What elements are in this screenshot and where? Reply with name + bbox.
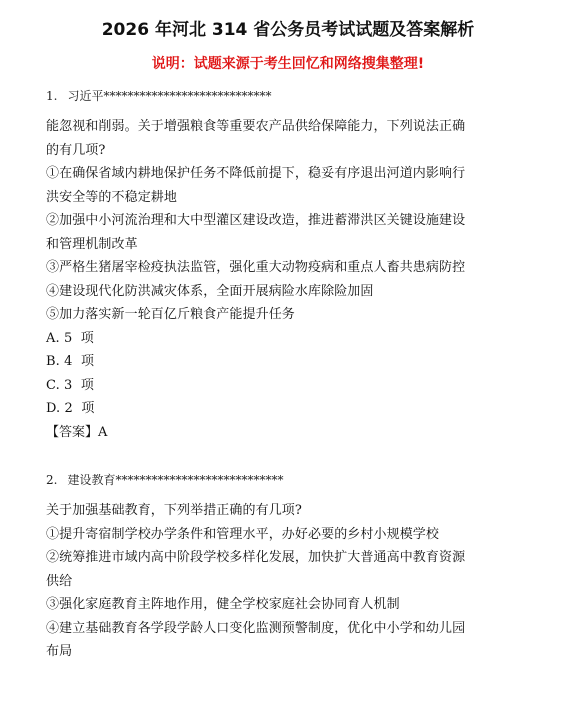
option-c: C. 3 项 [46,377,94,393]
statement-line: 布局 [46,644,73,659]
document-title: 2026 年河北 314 省公务员考试试题及答案解析 [101,20,475,40]
statement-line: ②加强中小河流治理和大中型灌区建设改造，推进蓄滞洪区关键设施建设 [46,213,466,228]
statement-line: ①提升寄宿制学校办学条件和管理水平，办好必要的乡村小规模学校 [46,526,440,542]
statement-line: ①在确保省域内耕地保护任务不降低前提下，稳妥有序退出河道内影响行 [46,166,466,181]
question-2 [46,470,530,664]
statement-line: 和管理机制改革 [46,236,138,252]
statement-line: ②统筹推进市域内高中阶段学校多样化发展，加快扩大普通高中教育资源 [46,550,466,565]
statement-line: ③强化家庭教育主阵地作用，健全学校家庭社会协同育人机制 [46,597,400,612]
option-d: D. 2 项 [46,401,95,416]
statement-line: ④建立基础教育各学段学龄人口变化监测预警制度，优化中小学和幼儿园 [46,620,466,636]
option-a: A. 5 项 [46,330,94,346]
question-stem-line: 关于加强基础教育，下列举措正确的有几项? [46,503,302,518]
option-b: B. 4 项 [46,354,95,369]
question-stem-line: 能忽视和削弱。关于增强粮食等重要农产品供给保障能力，下列说法正确 [46,119,466,134]
statement-line: ⑤加力落实新一轮百亿斤粮食产能提升任务 [46,307,295,322]
statement-line: ④建设现代化防洪减灾体系，全面开展病险水库除险加固 [46,283,374,299]
question-topic: 习近平**************************** [67,89,272,103]
statement-line: 洪安全等的不稳定耕地 [46,189,178,205]
question-header [46,470,530,490]
statement-line: ③严格生猪屠宰检疫执法监管，强化重大动物疫病和重点人畜共患病防控 [46,260,466,275]
question-number: 1. [46,89,58,103]
question-number: 2. [46,473,58,487]
statement-line: 供给 [46,573,73,589]
question-header [46,86,530,106]
question-1 [46,86,530,444]
question-topic: 建设教育**************************** [67,473,284,487]
source-notice: 说明：试题来源于考生回忆和网络搜集整理! [151,56,425,72]
question-stem-line: 的有几项? [46,142,106,158]
answer-line: 【答案】A [46,424,108,440]
